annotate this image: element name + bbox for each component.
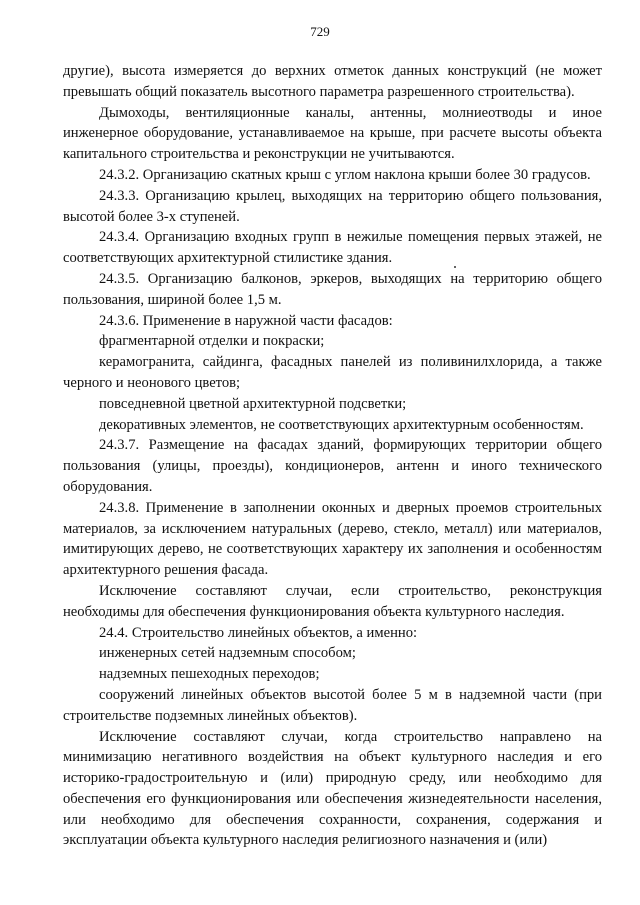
paragraph-24-3-4: 24.3.4. Организацию входных групп в нежилые помещения первых этажей, не соответствующих архитектурной стилистике здания. [63, 229, 602, 267]
list-item-fragmentary-finishing: фрагментарной отделки и покраски; [99, 333, 325, 350]
list-item-engineering-networks: инженерных сетей надземным способом; [99, 645, 356, 662]
list-item-pedestrian-crossings: надземных пешеходных переходов; [99, 666, 320, 683]
paragraph-exception-cultural-heritage: Исключение составляют случаи, если строительство, реконструкция необходимы для обеспечения функционирования объекта культурного наследия. [63, 582, 602, 620]
paragraph-exception-construction: Исключение составляют случаи, когда строительство направлено на минимизацию негативного воздействия на объект культурного наследия и его историко-градостроительную и (или) природную среду, или необходимо для обеспечения его функционирования или обеспечения жизнедеятельности населения, или необходимо для обеспечения сохранности, сохранения, содержания и эксплуатации объекта культурного наследия религиозного назначения и (или) [63, 728, 602, 849]
list-item-linear-structures: сооружений линейных объектов высотой более 5 м в надземной части (при строительстве подземных линейных объектов). [63, 686, 602, 724]
page-number: 729 [310, 24, 330, 39]
paragraph-24-3-7: 24.3.7. Размещение на фасадах зданий, формирующих территории общего пользования (улицы, проезды), кондиционеров, антенн и иного технического оборудования. [63, 437, 602, 495]
paragraph-24-3-8: 24.3.8. Применение в заполнении оконных и дверных проемов строительных материалов, за исключением натуральных (дерево, стекло, металл) или материалов, имитирующих дерево, не соответствующих характеру их заполнения и особенностям архитектурного решения фасада. [63, 499, 602, 579]
scan-speck [454, 266, 456, 268]
list-item-porcelain-siding: керамогранита, сайдинга, фасадных панелей из поливинилхлорида, а также черного и неонового цветов; [63, 354, 602, 391]
list-item-color-lighting: повседневной цветной архитектурной подсветки; [99, 395, 407, 412]
document-body [63, 61, 602, 851]
paragraph-height-measurement: другие), высота измеряется до верхних отметок данных конструкций (не может превышать общий показатель высотного параметра разрешенного строительства). [63, 63, 602, 100]
paragraph-24-3-3: 24.3.3. Организацию крылец, выходящих на территорию общего пользования, высотой более 3-х ступеней. [63, 187, 602, 225]
list-item-decorative-elements: декоративных элементов, не соответствующих архитектурным особенностям. [99, 416, 584, 433]
paragraph-24-3-2: 24.3.2. Организацию скатных крыш с углом наклона крыши более 30 градусов. [99, 166, 591, 183]
paragraph-chimneys-exclusion: Дымоходы, вентиляционные каналы, антенны, молниеотводы и иное инженерное оборудование, устанавливаемое на крыше, при расчете высоты объекта капитального строительства и реконструкции не учитываются. [63, 104, 602, 163]
paragraph-24-4: 24.4. Строительство линейных объектов, а именно: [99, 624, 418, 641]
paragraph-24-3-6: 24.3.6. Применение в наружной части фасадов: [99, 312, 393, 329]
paragraph-24-3-5: 24.3.5. Организацию балконов, эркеров, выходящих на территорию общего пользования, шириной более 1,5 м. [63, 270, 602, 308]
